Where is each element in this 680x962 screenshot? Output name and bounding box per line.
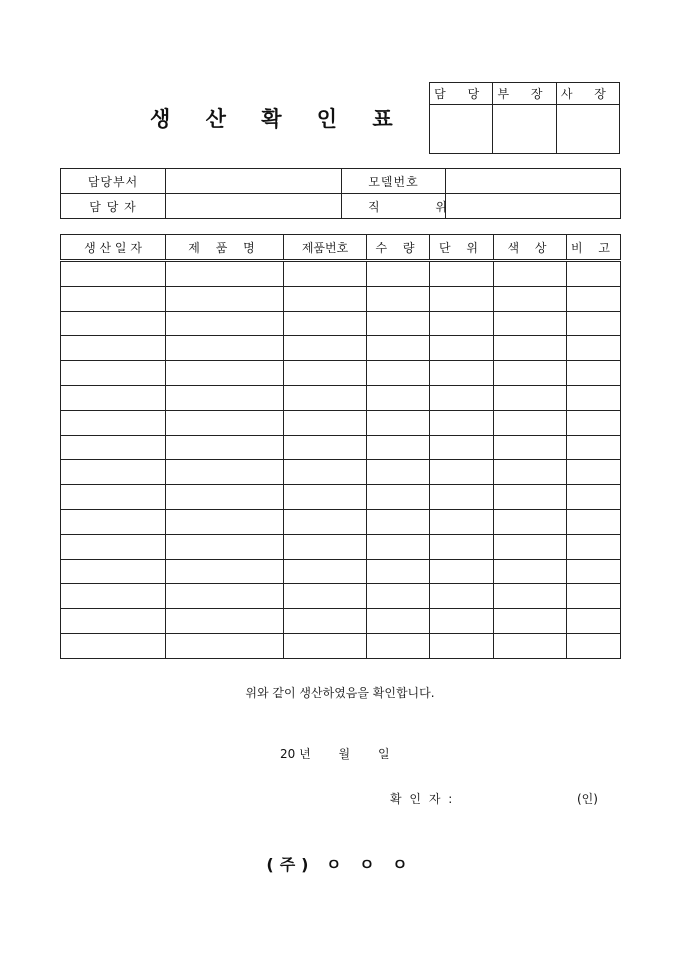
table-cell[interactable] <box>284 584 367 609</box>
table-cell[interactable] <box>430 385 494 410</box>
table-cell[interactable] <box>494 311 567 336</box>
table-cell[interactable] <box>367 534 430 559</box>
table-cell[interactable] <box>61 410 166 435</box>
table-cell[interactable] <box>494 584 567 609</box>
table-cell[interactable] <box>61 311 166 336</box>
table-row <box>61 485 621 510</box>
table-cell[interactable] <box>430 485 494 510</box>
approval-sign-manager[interactable] <box>493 105 556 154</box>
table-cell[interactable] <box>494 460 567 485</box>
table-cell[interactable] <box>367 435 430 460</box>
table-cell[interactable] <box>494 361 567 386</box>
table-cell[interactable] <box>430 633 494 658</box>
confirmation-statement: 위와 같이 생산하였음을 확인합니다. <box>245 686 435 700</box>
table-cell[interactable] <box>494 435 567 460</box>
table-cell[interactable] <box>430 435 494 460</box>
table-cell[interactable] <box>284 609 367 634</box>
production-table <box>60 234 621 659</box>
table-cell[interactable] <box>284 460 367 485</box>
table-cell[interactable] <box>567 410 621 435</box>
table-cell[interactable] <box>166 385 284 410</box>
table-cell[interactable] <box>61 361 166 386</box>
table-cell[interactable] <box>567 559 621 584</box>
table-cell[interactable] <box>367 286 430 311</box>
department-field[interactable] <box>166 169 342 194</box>
approval-header-staff: 담 당 <box>430 83 493 105</box>
production-table-header <box>61 235 621 261</box>
table-cell[interactable] <box>430 410 494 435</box>
table-cell[interactable] <box>494 559 567 584</box>
table-cell[interactable] <box>367 336 430 361</box>
table-cell[interactable] <box>61 385 166 410</box>
col-header-product-number: 제품번호 <box>284 235 367 261</box>
department-label: 담당부서 <box>61 169 166 194</box>
info-table <box>60 168 621 219</box>
date-month: 월 <box>338 747 351 761</box>
table-cell[interactable] <box>284 286 367 311</box>
table-cell[interactable] <box>367 261 430 287</box>
seal-mark: (인) <box>577 792 598 806</box>
table-cell[interactable] <box>61 435 166 460</box>
table-cell[interactable] <box>367 633 430 658</box>
table-cell[interactable] <box>567 609 621 634</box>
table-row <box>61 286 621 311</box>
table-cell[interactable] <box>430 534 494 559</box>
table-cell[interactable] <box>284 336 367 361</box>
table-cell[interactable] <box>494 385 567 410</box>
table-cell[interactable] <box>494 410 567 435</box>
table-cell[interactable] <box>567 385 621 410</box>
table-cell[interactable] <box>166 261 284 287</box>
table-cell[interactable] <box>367 311 430 336</box>
table-cell[interactable] <box>494 485 567 510</box>
table-cell[interactable] <box>166 311 284 336</box>
table-cell[interactable] <box>61 509 166 534</box>
confirmer-label: 확 인 자 : <box>390 792 455 806</box>
table-cell[interactable] <box>430 584 494 609</box>
table-row <box>61 460 621 485</box>
table-row <box>61 336 621 361</box>
table-cell[interactable] <box>367 410 430 435</box>
table-cell[interactable] <box>284 410 367 435</box>
company-name: (주) ㅇ ㅇ ㅇ <box>266 855 414 874</box>
table-cell[interactable] <box>430 261 494 287</box>
table-cell[interactable] <box>494 509 567 534</box>
table-row <box>61 385 621 410</box>
table-cell[interactable] <box>166 534 284 559</box>
col-header-remarks: 비 고 <box>567 235 621 261</box>
table-cell[interactable] <box>367 509 430 534</box>
table-cell[interactable] <box>284 509 367 534</box>
table-cell[interactable] <box>430 460 494 485</box>
table-cell[interactable] <box>367 609 430 634</box>
table-cell[interactable] <box>166 410 284 435</box>
table-row <box>61 509 621 534</box>
table-cell[interactable] <box>367 485 430 510</box>
table-row <box>61 559 621 584</box>
table-cell[interactable] <box>367 361 430 386</box>
approval-sign-staff[interactable] <box>430 105 493 154</box>
table-cell[interactable] <box>166 361 284 386</box>
table-cell[interactable] <box>367 584 430 609</box>
table-cell[interactable] <box>494 609 567 634</box>
document-title: 생 산 확 인 표 <box>150 106 407 131</box>
table-cell[interactable] <box>494 286 567 311</box>
table-cell[interactable] <box>567 485 621 510</box>
approval-box <box>429 82 620 154</box>
table-cell[interactable] <box>284 385 367 410</box>
table-cell[interactable] <box>166 336 284 361</box>
table-cell[interactable] <box>284 311 367 336</box>
table-cell[interactable] <box>567 336 621 361</box>
manager-label: 담 당 자 <box>61 194 166 219</box>
table-cell[interactable] <box>430 336 494 361</box>
table-row <box>61 584 621 609</box>
table-cell[interactable] <box>61 559 166 584</box>
table-row <box>61 261 621 287</box>
table-row <box>61 609 621 634</box>
table-cell[interactable] <box>430 609 494 634</box>
table-cell[interactable] <box>284 633 367 658</box>
col-header-color: 색 상 <box>494 235 567 261</box>
approval-sign-president[interactable] <box>556 105 619 154</box>
table-cell[interactable] <box>166 509 284 534</box>
table-cell[interactable] <box>61 336 166 361</box>
table-cell[interactable] <box>284 435 367 460</box>
table-cell[interactable] <box>567 261 621 287</box>
model-number-label: 모델번호 <box>342 169 446 194</box>
table-cell[interactable] <box>494 534 567 559</box>
table-cell[interactable] <box>567 534 621 559</box>
table-cell[interactable] <box>61 460 166 485</box>
table-cell[interactable] <box>61 261 166 287</box>
table-cell[interactable] <box>61 633 166 658</box>
table-cell[interactable] <box>430 311 494 336</box>
date-line <box>280 745 414 762</box>
table-cell[interactable] <box>166 559 284 584</box>
table-cell[interactable] <box>166 584 284 609</box>
table-row <box>61 534 621 559</box>
manager-field[interactable] <box>166 194 342 219</box>
table-cell[interactable] <box>61 534 166 559</box>
table-cell[interactable] <box>567 311 621 336</box>
table-cell[interactable] <box>166 435 284 460</box>
col-header-quantity: 수 량 <box>367 235 430 261</box>
table-cell[interactable] <box>61 584 166 609</box>
date-day: 일 <box>377 747 390 761</box>
table-cell[interactable] <box>494 261 567 287</box>
table-cell[interactable] <box>61 286 166 311</box>
table-cell[interactable] <box>61 485 166 510</box>
model-number-field[interactable] <box>446 169 621 194</box>
table-row <box>61 361 621 386</box>
table-cell[interactable] <box>430 361 494 386</box>
table-cell[interactable] <box>430 509 494 534</box>
table-row <box>61 311 621 336</box>
table-cell[interactable] <box>61 609 166 634</box>
table-cell[interactable] <box>430 286 494 311</box>
date-year: 20 년 <box>280 747 311 761</box>
table-row <box>61 633 621 658</box>
table-row <box>61 435 621 460</box>
table-cell[interactable] <box>284 534 367 559</box>
table-cell[interactable] <box>166 609 284 634</box>
table-cell[interactable] <box>494 336 567 361</box>
table-cell[interactable] <box>367 559 430 584</box>
table-cell[interactable] <box>284 485 367 510</box>
table-cell[interactable] <box>567 435 621 460</box>
approval-header-president: 사 장 <box>556 83 619 105</box>
table-cell[interactable] <box>567 509 621 534</box>
table-cell[interactable] <box>166 633 284 658</box>
table-cell[interactable] <box>567 633 621 658</box>
table-cell[interactable] <box>284 261 367 287</box>
table-cell[interactable] <box>367 460 430 485</box>
table-cell[interactable] <box>166 460 284 485</box>
table-cell[interactable] <box>166 286 284 311</box>
approval-header-manager: 부 장 <box>493 83 556 105</box>
table-cell[interactable] <box>166 485 284 510</box>
table-cell[interactable] <box>494 633 567 658</box>
col-header-product-name: 제 품 명 <box>166 235 284 261</box>
table-cell[interactable] <box>284 559 367 584</box>
table-cell[interactable] <box>567 460 621 485</box>
table-row <box>61 410 621 435</box>
table-cell[interactable] <box>367 385 430 410</box>
col-header-unit: 단 위 <box>430 235 494 261</box>
col-header-production-date: 생 산 일 자 <box>61 235 166 261</box>
table-cell[interactable] <box>284 361 367 386</box>
position-label: 직 위 <box>342 194 446 219</box>
table-cell[interactable] <box>567 286 621 311</box>
table-cell[interactable] <box>430 559 494 584</box>
table-cell[interactable] <box>567 361 621 386</box>
table-cell[interactable] <box>567 584 621 609</box>
